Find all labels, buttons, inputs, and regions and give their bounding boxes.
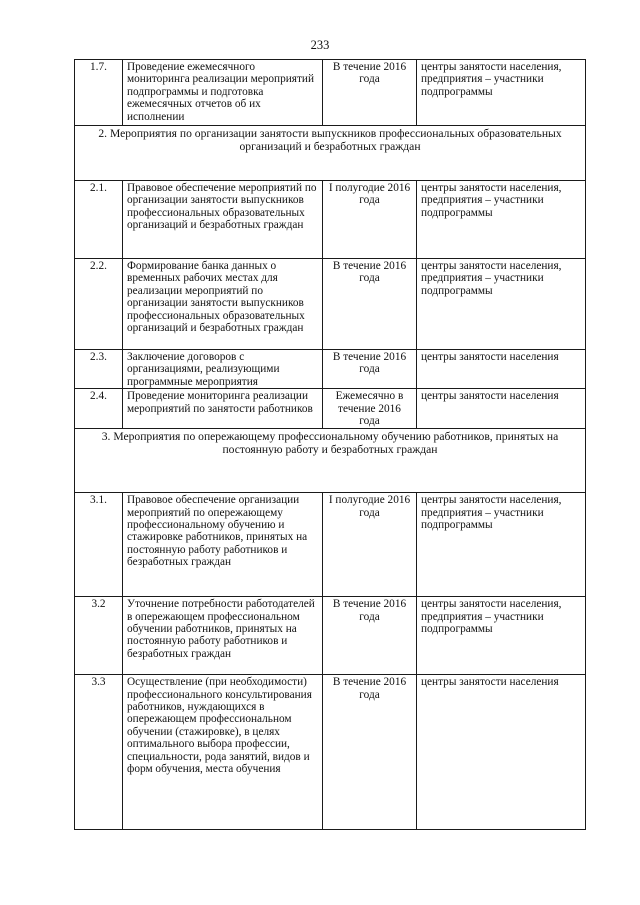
row-number: 2.1. [75,181,123,259]
row-number: 2.2. [75,259,123,350]
term-cell: В течение 2016 года [323,350,417,389]
section-title-text: 2. Мероприятия по организации занятости выпускников профессиональных образовательных организаций и безработных граждан [98,127,562,154]
section-header-row [75,126,586,181]
term-cell: Ежемесячно в течение 2016 года [323,389,417,429]
table-row [75,389,586,429]
term-cell: В течение 2016 года [323,259,417,350]
row-number: 3.3 [75,675,123,830]
executor-cell: центры занятости населения, предприятия – участники подпрограммы [417,60,586,126]
section-title [75,126,586,181]
term-cell: В течение 2016 года [323,597,417,675]
section-title [75,429,586,493]
measures-table [74,59,586,830]
row-number: 2.4. [75,389,123,429]
table-row [75,60,586,126]
executor-cell: центры занятости населения [417,675,586,830]
activity-cell: Проведение ежемесячного мониторинга реализации мероприятий подпрограммы и подготовка ежемесячных отчетов об их исполнении [123,60,323,126]
activity-cell: Проведение мониторинга реализации мероприятий по занятости работников [123,389,323,429]
row-number: 3.1. [75,493,123,597]
activity-cell: Уточнение потребности работодателей в опережающем профессиональном обучении работников, принятых на постоянную работу работников и безработных граждан [123,597,323,675]
table-row [75,597,586,675]
executor-cell: центры занятости населения [417,389,586,429]
activity-cell: Осуществление (при необходимости) профессионального консультирования работников, нуждающихся в опережающем профессиональном обучении (стажировке), в целях оптимального выбора профессии, специальности, рода занятий, видов и форм обучения, места обучения [123,675,323,830]
row-number: 3.2 [75,597,123,675]
table-row [75,350,586,389]
section-header-row [75,429,586,493]
activity-cell: Правовое обеспечение мероприятий по организации занятости выпускников профессиональных образовательных организаций и безработных граждан [123,181,323,259]
activity-cell: Заключение договоров с организациями, реализующими программные мероприятия [123,350,323,389]
table-row [75,675,586,830]
executor-cell: центры занятости населения, предприятия – участники подпрограммы [417,181,586,259]
row-number: 1.7. [75,60,123,126]
term-cell: В течение 2016 года [323,675,417,830]
table-row [75,181,586,259]
executor-cell: центры занятости населения, предприятия – участники подпрограммы [417,259,586,350]
term-cell: I полугодие 2016 года [323,493,417,597]
activity-cell: Правовое обеспечение организации мероприятий по опережающему профессиональному обучению и стажировке работников, принятых на постоянную работу работников и безработных граждан [123,493,323,597]
term-cell: В течение 2016 года [323,60,417,126]
table-row [75,493,586,597]
table-row [75,259,586,350]
executor-cell: центры занятости населения, предприятия – участники подпрограммы [417,597,586,675]
executor-cell: центры занятости населения [417,350,586,389]
section-title-text: 3. Мероприятия по опережающему профессиональному обучению работников, принятых на постоянную работу и безработных граждан [101,430,559,457]
page-number: 233 [310,38,330,52]
term-cell: I полугодие 2016 года [323,181,417,259]
activity-cell: Формирование банка данных о временных рабочих местах для реализации мероприятий по организации занятости выпускников профессиональных образовательных организаций и безработных граждан [123,259,323,350]
executor-cell: центры занятости населения, предприятия – участники подпрограммы [417,493,586,597]
row-number: 2.3. [75,350,123,389]
